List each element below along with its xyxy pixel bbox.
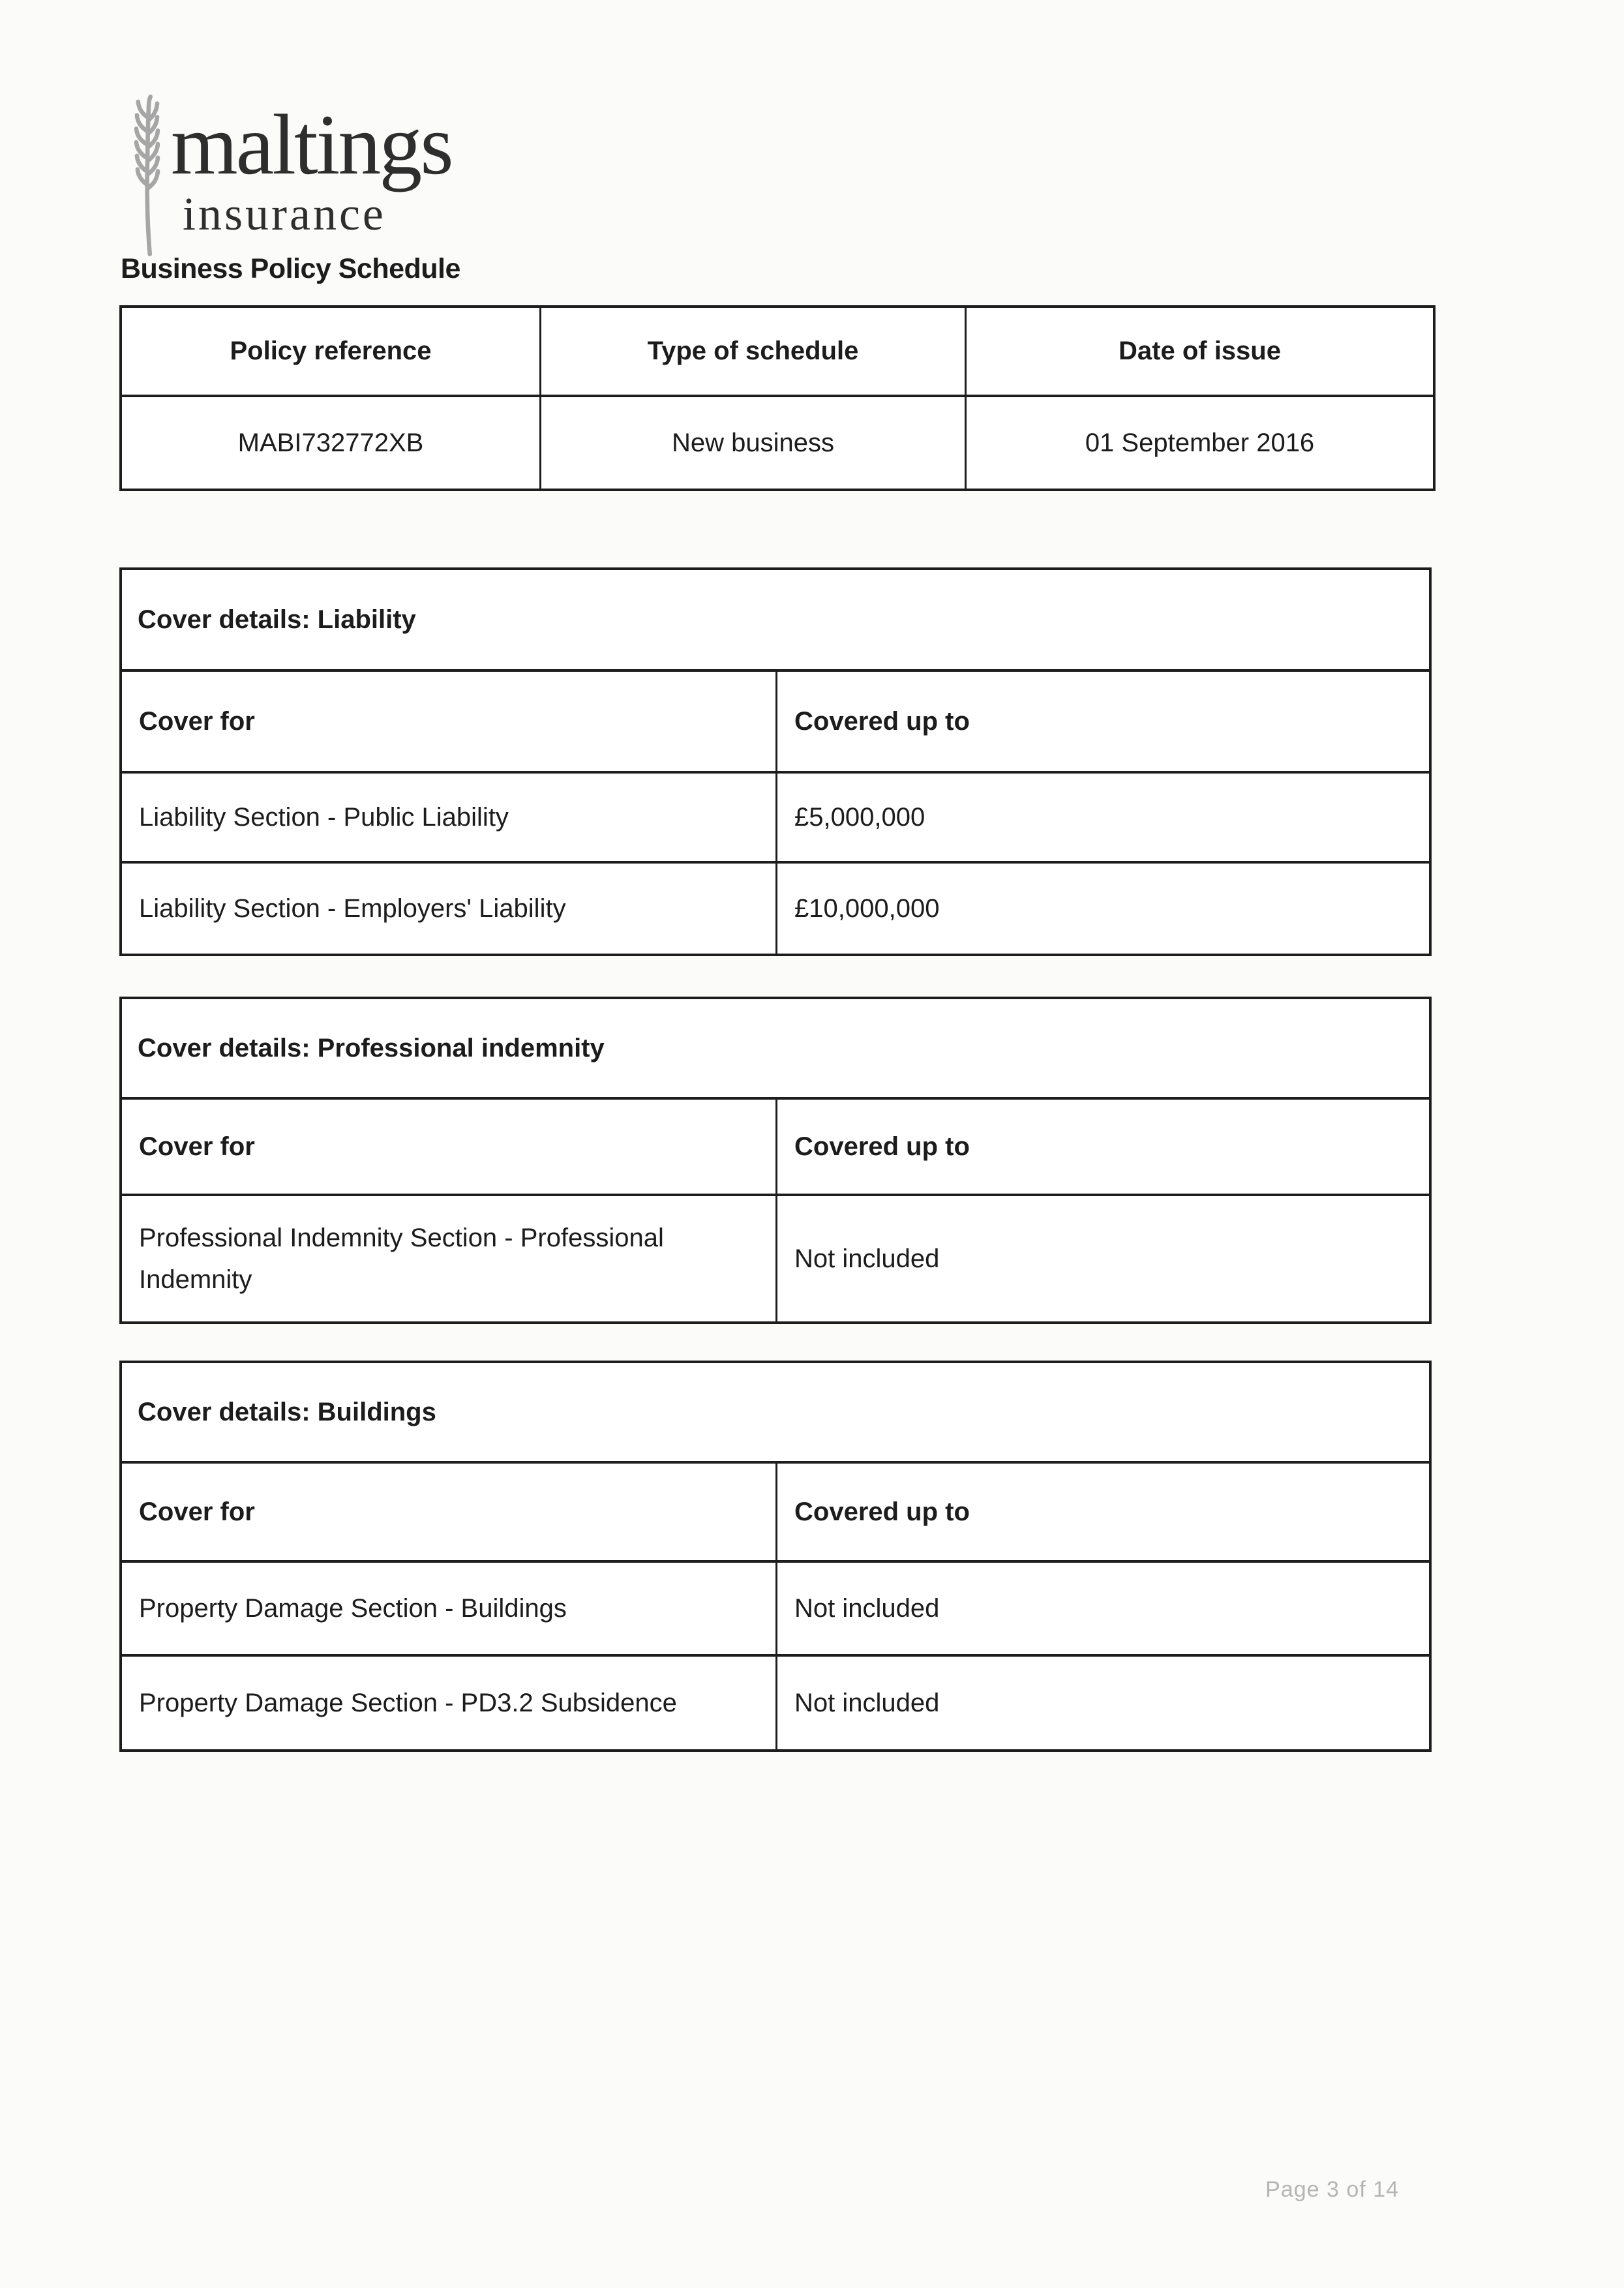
date-of-issue-header: Date of issue [965,308,1433,395]
covered-up-to-header: Covered up to [775,1097,1429,1194]
cover-section-liability [119,567,1432,956]
cover-for-header: Cover for [122,1097,775,1194]
policy-reference-header: Policy reference [230,337,432,365]
cover-limit-cell: Not included [775,1194,1429,1321]
maltings-insurance-logo [125,90,452,257]
cover-item-cell: Professional Indemnity Section - Professional Indemnity [122,1194,775,1321]
cover-limit-cell: £5,000,000 [775,771,1429,861]
cover-section-professional-indemnity [119,997,1432,1324]
cover-limit-cell: Not included [775,1654,1429,1749]
page-title: Business Policy Schedule [121,253,460,284]
cover-item-cell: Property Damage Section - PD3.2 Subsidence [122,1654,775,1749]
page-number: Page 3 of 14 [1265,2177,1399,2202]
cover-item-cell: Property Damage Section - Buildings [122,1560,775,1654]
schedule-type-value: New business [539,395,965,489]
covered-up-to-header: Covered up to [775,1461,1429,1560]
cover-for-header: Cover for [122,669,775,771]
covered-up-to-header: Covered up to [775,669,1429,771]
wheat-ear-icon [125,90,168,257]
cover-item-cell: Liability Section - Public Liability [122,771,775,861]
cover-item-cell: Liability Section - Employers' Liability [122,861,775,954]
section-title: Cover details: Buildings [138,1397,436,1426]
policy-reference-value: MABI732772XB [122,395,539,489]
type-of-schedule-header: Type of schedule [539,308,965,395]
cover-limit-cell: £10,000,000 [775,861,1429,954]
logo-tagline: insurance [183,188,386,240]
cover-section-buildings [119,1361,1432,1752]
cover-limit-cell: Not included [775,1560,1429,1654]
issue-date-value: 01 September 2016 [965,395,1433,489]
logo-brand-name: maltings [171,97,452,192]
logo-text [171,90,452,240]
section-title: Cover details: Liability [138,605,416,634]
cover-for-header: Cover for [122,1461,775,1560]
policy-summary-table [119,305,1436,491]
section-title: Cover details: Professional indemnity [138,1033,605,1062]
